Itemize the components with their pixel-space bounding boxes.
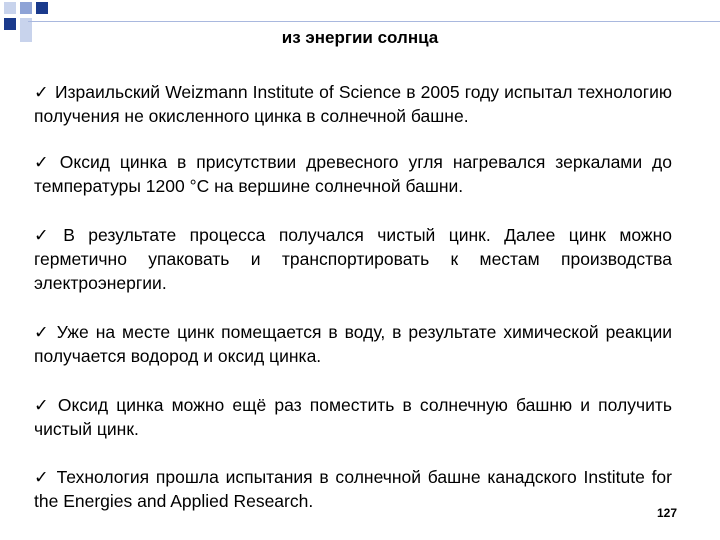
- bullet-text: Оксид цинка в присутствии древесного угля нагревался зеркалами до температуры 1200 °С на вершине солнечной башни.: [34, 152, 672, 196]
- bullet-item: [34, 150, 672, 198]
- bullet-item: [34, 465, 672, 513]
- bullet-text: Оксид цинка можно ещё раз поместить в солнечную башню и получить чистый цинк.: [34, 395, 672, 439]
- decor-square: [36, 2, 48, 14]
- bullet-item: [34, 223, 672, 295]
- check-icon: ✓: [34, 152, 54, 172]
- check-icon: ✓: [34, 395, 52, 415]
- check-icon: ✓: [34, 82, 49, 102]
- bullet-text: Израильский Weizmann Institute of Science в 2005 году испытал технологию получения не окисленного цинка в солнечной башне.: [34, 82, 672, 126]
- bullet-text: Уже на месте цинк помещается в воду, в результате химической реакции получается водород и оксид цинка.: [34, 322, 672, 366]
- check-icon: ✓: [34, 467, 51, 487]
- decor-square: [4, 2, 16, 14]
- decor-square: [20, 2, 32, 14]
- check-icon: ✓: [34, 322, 51, 342]
- check-icon: ✓: [34, 225, 58, 245]
- page-number: 127: [656, 506, 677, 520]
- bullet-item: [34, 80, 672, 128]
- bullet-text: В результате процесса получался чистый цинк. Далее цинк можно герметично упаковать и транспортировать к местам производства электроэнергии.: [34, 225, 672, 293]
- bullet-text: Технология прошла испытания в солнечной башне канадского Institute for the Energies and Applied Research.: [34, 467, 672, 511]
- slide-title: из энергии солнца: [281, 28, 439, 47]
- header-rule: [28, 21, 720, 22]
- bullet-item: [34, 320, 672, 368]
- bullet-item: [34, 393, 672, 441]
